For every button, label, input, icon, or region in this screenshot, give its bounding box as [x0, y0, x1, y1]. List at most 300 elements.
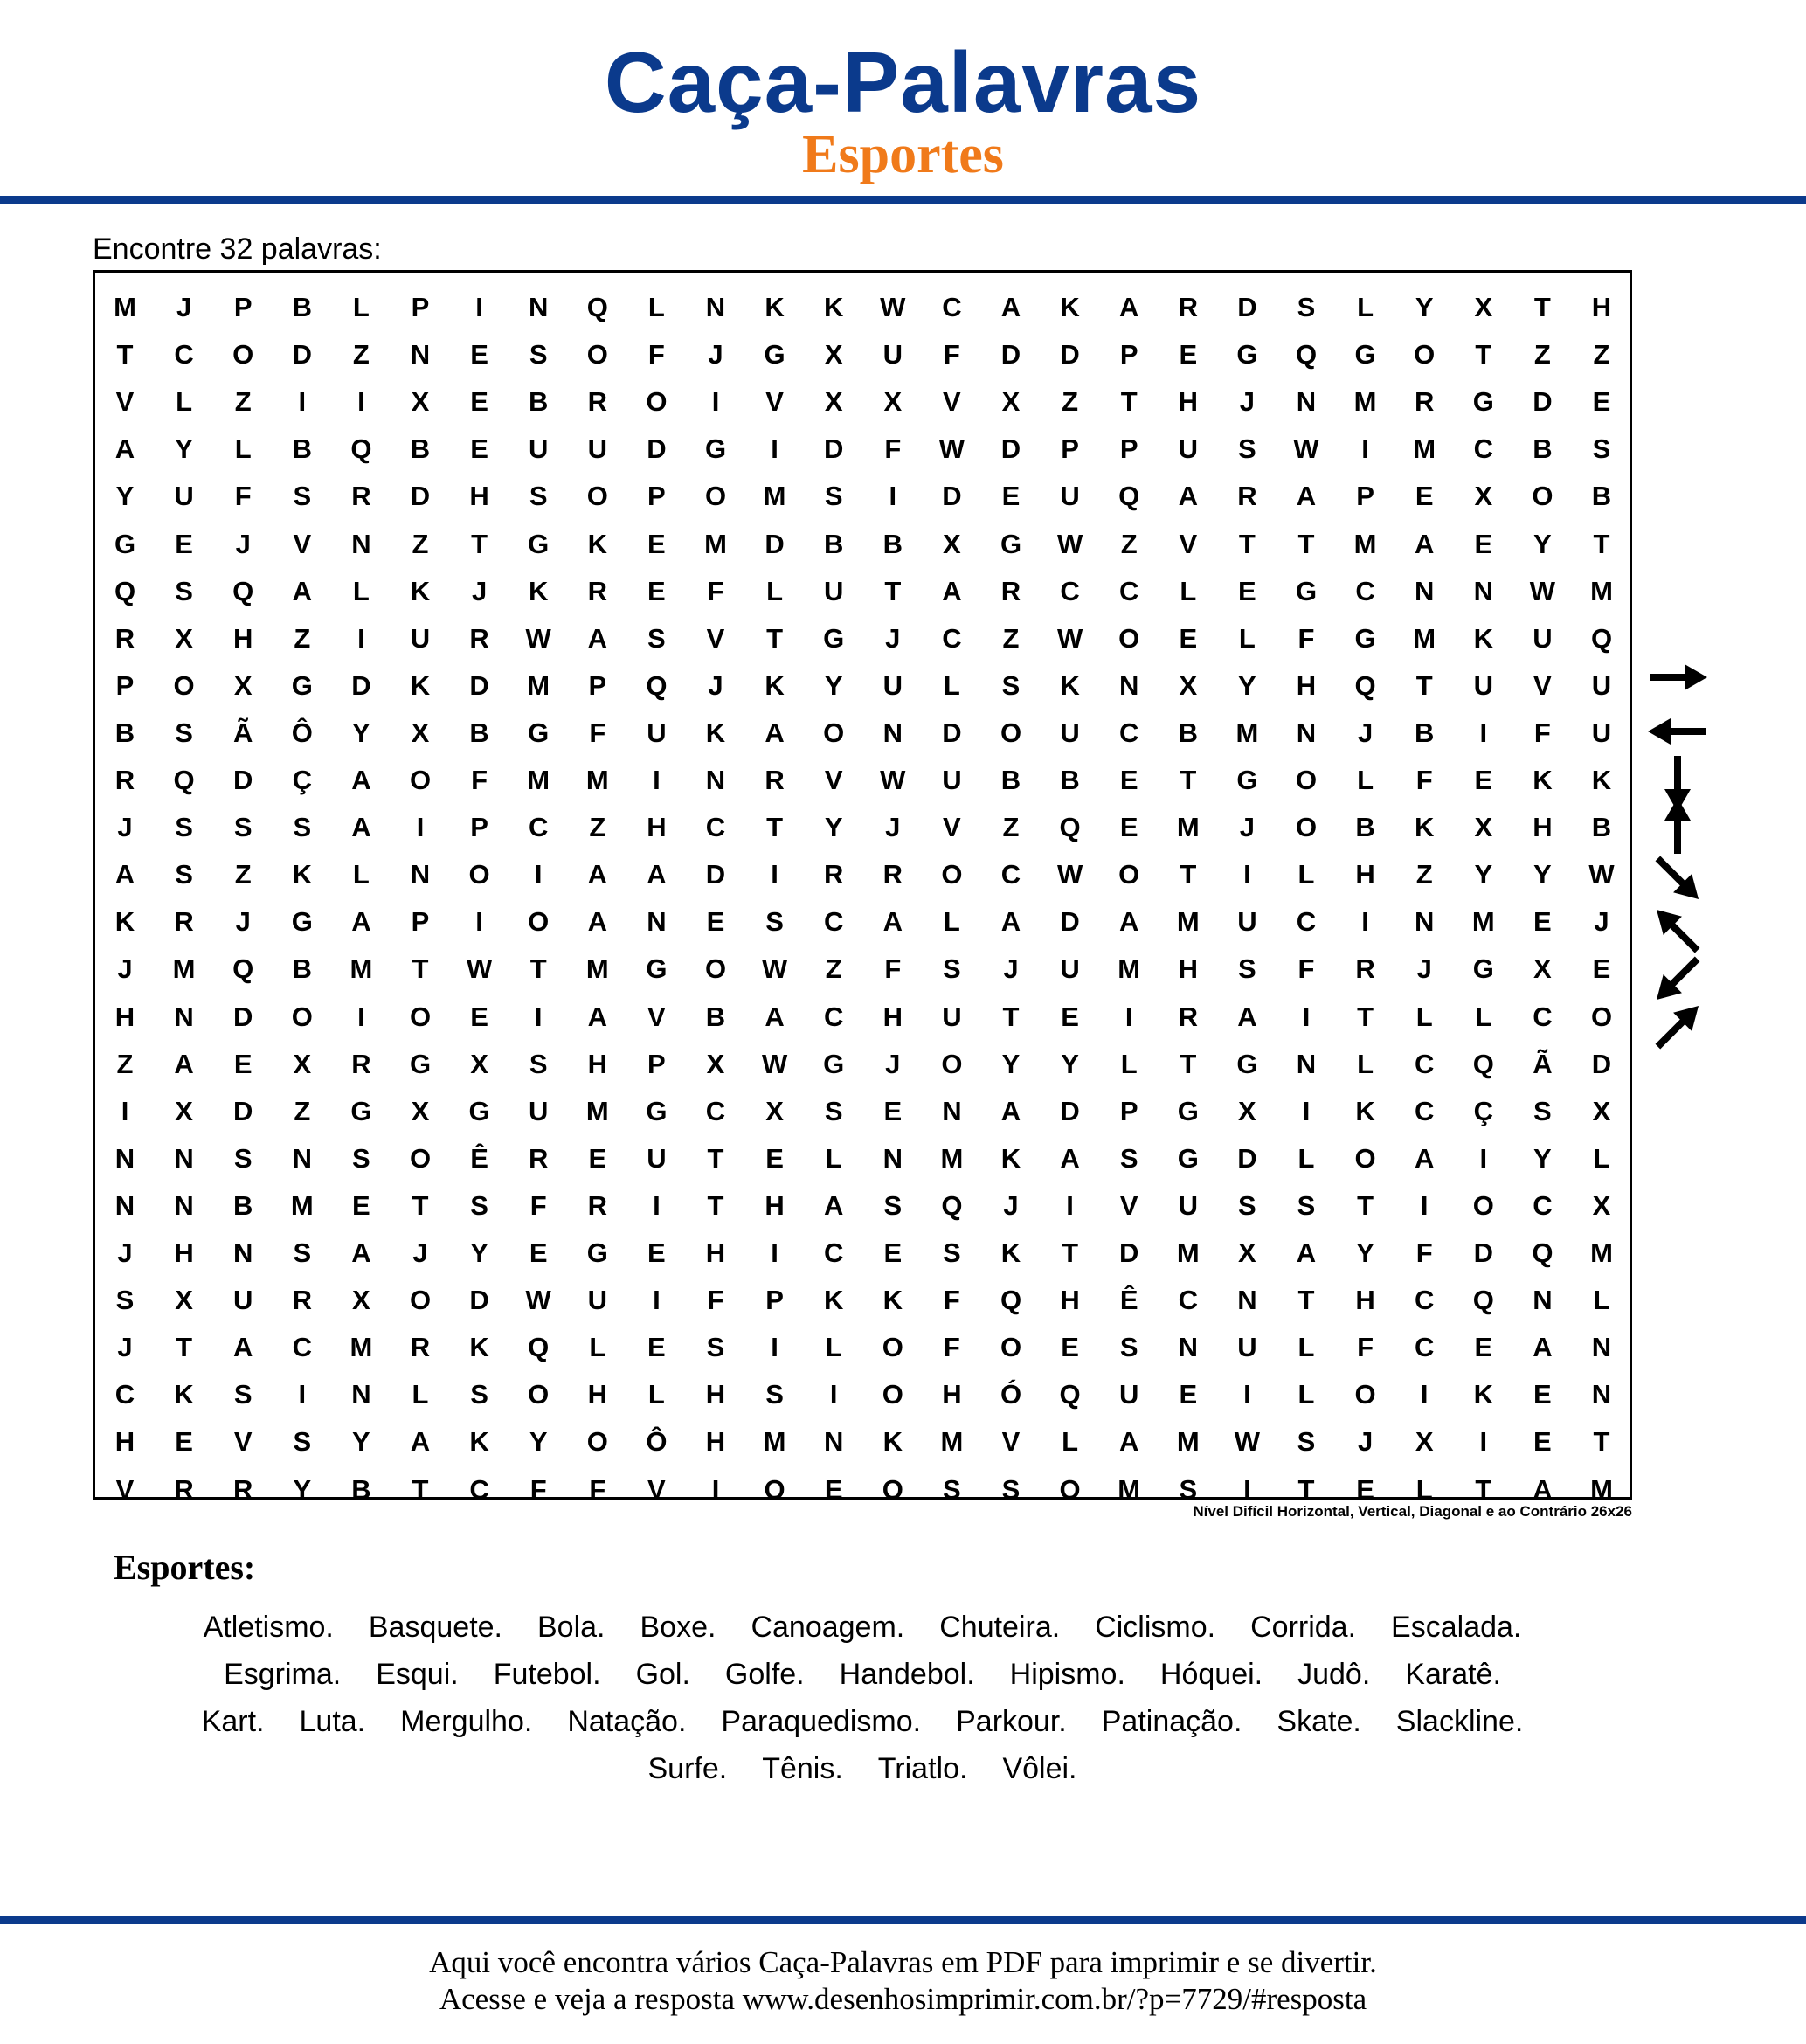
grid-letter: D	[1237, 292, 1257, 322]
grid-letter: M	[172, 953, 196, 985]
grid-letter: U	[882, 669, 903, 701]
word-list-item: Parkour.	[956, 1705, 1067, 1738]
grid-letter: R	[765, 765, 785, 795]
grid-letter: C	[1414, 1095, 1435, 1126]
grid-letter: D	[232, 1001, 253, 1032]
grid-letter: Y	[1238, 669, 1256, 701]
grid-letter: G	[1236, 1048, 1258, 1079]
grid-letter: C	[528, 812, 549, 843]
grid-letter: H	[1533, 812, 1553, 843]
grid-letter: W	[880, 765, 906, 795]
grid-letter: I	[653, 1285, 661, 1316]
grid-letter: Q	[646, 669, 668, 701]
grid-letter: U	[1178, 1189, 1198, 1221]
grid-letter: M	[1471, 906, 1495, 938]
grid-letter: E	[588, 1142, 607, 1174]
grid-letter: T	[1357, 1189, 1374, 1221]
grid-letter: X	[233, 669, 253, 701]
grid-letter: A	[1178, 481, 1198, 512]
grid-letter: Ó	[1000, 1379, 1022, 1410]
grid-letter: I	[357, 1001, 365, 1032]
arrow-up-left-icon	[1643, 904, 1713, 957]
grid-letter: M	[585, 1095, 609, 1126]
arrow-down-left-icon	[1643, 953, 1713, 1005]
grid-letter: L	[943, 906, 960, 938]
grid-letter: S	[175, 575, 193, 606]
grid-letter: L	[1120, 1048, 1138, 1079]
grid-letter: G	[291, 669, 313, 701]
grid-letter: T	[707, 1189, 724, 1221]
grid-letter: D	[232, 1095, 253, 1126]
grid-letter: D	[1060, 1095, 1080, 1126]
grid-letter: H	[647, 812, 667, 843]
grid-letter: B	[1591, 812, 1612, 843]
grid-letter: R	[587, 575, 607, 606]
grid-letter: X	[824, 386, 843, 418]
grid-letter: O	[528, 1379, 550, 1410]
grid-letter: D	[351, 669, 371, 701]
grid-letter: L	[1593, 1285, 1610, 1316]
grid-letter: M	[1413, 622, 1436, 654]
grid-letter: Q	[173, 765, 195, 795]
grid-letter: H	[705, 1379, 726, 1410]
grid-letter: S	[1001, 1473, 1021, 1505]
grid-letter: J	[1003, 1189, 1019, 1221]
grid-letter: X	[1592, 1189, 1611, 1221]
grid-letter: U	[1237, 1332, 1257, 1363]
grid-letter: U	[823, 575, 844, 606]
grid-letter: C	[1118, 575, 1139, 606]
grid-letter: S	[175, 859, 193, 890]
word-list-item: Tênis.	[762, 1752, 843, 1785]
grid-letter: N	[705, 765, 726, 795]
grid-letter: V	[706, 622, 725, 654]
grid-letter: M	[1176, 1426, 1200, 1458]
grid-letter: S	[647, 622, 666, 654]
grid-letter: P	[1119, 433, 1138, 465]
grid-letter: B	[469, 717, 489, 748]
grid-letter: H	[705, 1426, 726, 1458]
grid-letter: O	[1414, 339, 1436, 371]
grid-letter: U	[587, 433, 607, 465]
grid-letter: D	[410, 481, 431, 512]
grid-letter: D	[823, 433, 844, 465]
grid-letter: H	[1591, 292, 1612, 322]
grid-letter: M	[940, 1426, 964, 1458]
grid-letter: E	[647, 575, 666, 606]
grid-letter: E	[470, 339, 488, 371]
grid-letter: C	[1414, 1048, 1435, 1079]
grid-letter: Z	[825, 953, 842, 985]
grid-letter: H	[114, 1426, 135, 1458]
grid-letter: S	[1592, 433, 1611, 465]
grid-letter: Y	[824, 669, 843, 701]
grid-letter: A	[351, 812, 371, 843]
grid-letter: U	[1178, 433, 1198, 465]
word-list-line	[93, 1705, 1632, 1739]
grid-letter: X	[1238, 1095, 1256, 1126]
grid-row	[95, 898, 1630, 946]
grid-letter: I	[534, 859, 543, 890]
grid-letter: X	[470, 1048, 488, 1079]
grid-letter: P	[588, 669, 607, 701]
grid-letter: D	[469, 669, 489, 701]
grid-row	[95, 1182, 1630, 1230]
grid-letter: E	[233, 1048, 253, 1079]
grid-letter: W	[761, 953, 788, 985]
grid-letter: R	[292, 1285, 312, 1316]
grid-letter: O	[1295, 765, 1318, 795]
grid-letter: M	[1590, 1237, 1613, 1268]
grid-letter: R	[232, 1473, 253, 1505]
grid-row	[95, 331, 1630, 378]
grid-letter: E	[1474, 1332, 1493, 1363]
grid-letter: V	[1001, 1426, 1021, 1458]
grid-letter: L	[1062, 1426, 1079, 1458]
grid-letter: N	[1591, 1379, 1612, 1410]
grid-letter: G	[1354, 622, 1376, 654]
grid-letter: S	[943, 1473, 961, 1505]
grid-letter: L	[1593, 1142, 1610, 1174]
grid-letter: K	[765, 292, 785, 322]
grid-letter: E	[175, 528, 193, 559]
grid-letter: Q	[232, 575, 254, 606]
grid-letter: B	[292, 292, 312, 322]
grid-letter: C	[942, 292, 962, 322]
grid-letter: A	[942, 575, 962, 606]
grid-letter: L	[766, 575, 784, 606]
grid-letter: V	[233, 1426, 253, 1458]
grid-row	[95, 378, 1630, 426]
grid-letter: K	[823, 292, 844, 322]
grid-letter: J	[117, 812, 133, 843]
grid-letter: O	[1118, 859, 1140, 890]
grid-letter: G	[586, 1237, 608, 1268]
grid-row	[95, 710, 1630, 757]
grid-letter: M	[763, 481, 786, 512]
grid-letter: D	[1060, 339, 1080, 371]
grid-letter: K	[882, 1285, 903, 1316]
grid-letter: A	[765, 717, 785, 748]
grid-letter: F	[1297, 622, 1315, 654]
grid-letter: O	[704, 481, 727, 512]
grid-letter: H	[882, 1001, 903, 1032]
grid-letter: H	[1178, 386, 1198, 418]
grid-letter: Y	[1533, 1142, 1552, 1174]
grid-letter: F	[529, 1189, 547, 1221]
grid-letter: T	[1475, 1473, 1492, 1505]
grid-letter: F	[943, 1285, 960, 1316]
grid-letter: T	[1475, 339, 1492, 371]
grid-letter: K	[528, 575, 549, 606]
grid-letter: Ê	[1119, 1285, 1138, 1316]
grid-letter: K	[765, 669, 785, 701]
grid-letter: T	[412, 953, 429, 985]
grid-letter: H	[114, 1001, 135, 1032]
grid-letter: F	[1533, 717, 1551, 748]
grid-letter: H	[174, 1237, 194, 1268]
grid-letter: K	[1414, 812, 1435, 843]
grid-letter: J	[885, 812, 901, 843]
grid-letter: I	[416, 812, 425, 843]
grid-letter: N	[528, 292, 549, 322]
grid-letter: V	[824, 765, 843, 795]
grid-letter: K	[410, 669, 431, 701]
grid-letter: S	[765, 906, 784, 938]
grid-letter: U	[942, 765, 962, 795]
grid-row	[95, 473, 1630, 520]
grid-letter: B	[882, 528, 903, 559]
word-list-item: Futebol.	[493, 1658, 601, 1691]
grid-letter: D	[942, 481, 962, 512]
grid-letter: V	[647, 1001, 666, 1032]
grid-letter: M	[1353, 528, 1377, 559]
grid-letter: G	[1236, 339, 1258, 371]
grid-letter: U	[1060, 717, 1080, 748]
grid-row	[95, 1135, 1630, 1182]
grid-letter: S	[1179, 1473, 1198, 1505]
grid-letter: A	[765, 1001, 785, 1032]
grid-letter: Q	[586, 292, 608, 322]
grid-letter: Y	[1533, 859, 1552, 890]
grid-letter: L	[176, 386, 193, 418]
grid-letter: Ç	[1473, 1095, 1493, 1126]
grid-letter: K	[1355, 1095, 1375, 1126]
grid-letter: I	[711, 386, 720, 418]
word-list-item: Patinação.	[1101, 1705, 1242, 1738]
grid-letter: E	[352, 1189, 370, 1221]
grid-letter: O	[1295, 812, 1318, 843]
grid-letter: N	[351, 528, 371, 559]
grid-letter: Q	[1059, 1379, 1081, 1410]
grid-letter: Ô	[646, 1426, 668, 1458]
grid-letter: J	[1416, 953, 1432, 985]
grid-letter: G	[468, 1095, 490, 1126]
grid-letter: C	[1473, 433, 1493, 465]
top-divider	[0, 196, 1806, 204]
grid-letter: R	[351, 1048, 371, 1079]
grid-letter: T	[1593, 1426, 1610, 1458]
word-list-item: Bola.	[537, 1611, 605, 1644]
grid-letter: P	[1061, 433, 1079, 465]
grid-letter: Y	[824, 812, 843, 843]
grid-letter: G	[646, 953, 668, 985]
grid-letter: S	[1297, 1189, 1316, 1221]
grid-letter: S	[1001, 669, 1021, 701]
grid-letter: I	[357, 622, 365, 654]
grid-letter: J	[471, 575, 488, 606]
grid-letter: W	[1056, 622, 1083, 654]
grid-letter: N	[174, 1189, 194, 1221]
grid-letter: W	[938, 433, 965, 465]
grid-letter: N	[174, 1142, 194, 1174]
grid-letter: V	[1179, 528, 1198, 559]
grid-letter: S	[233, 812, 253, 843]
grid-letter: O	[1000, 717, 1022, 748]
grid-letter: X	[1474, 292, 1493, 322]
grid-letter: S	[943, 953, 961, 985]
grid-letter: X	[883, 386, 903, 418]
grid-letter: R	[174, 906, 194, 938]
grid-letter: U	[1118, 1379, 1139, 1410]
grid-letter: K	[469, 1426, 489, 1458]
grid-letter: J	[235, 528, 251, 559]
grid-letter: T	[412, 1189, 429, 1221]
grid-letter: N	[174, 1001, 194, 1032]
arrow-right-icon	[1643, 651, 1713, 703]
grid-letter: R	[1237, 481, 1257, 512]
grid-letter: U	[587, 1285, 607, 1316]
grid-letter: C	[1533, 1189, 1553, 1221]
grid-letter: A	[1118, 906, 1139, 938]
word-list-item: Esgrima.	[224, 1658, 342, 1691]
grid-letter: D	[647, 433, 667, 465]
grid-letter: D	[1000, 339, 1021, 371]
grid-letter: C	[823, 1237, 844, 1268]
grid-letter: Ô	[291, 717, 313, 748]
grid-letter: W	[761, 1048, 788, 1079]
grid-row	[95, 615, 1630, 662]
page-subtitle: Esportes	[802, 125, 1004, 184]
grid-letter: O	[528, 906, 550, 938]
grid-letter: Y	[1001, 1048, 1021, 1079]
grid-letter: Y	[352, 717, 370, 748]
grid-letter: L	[412, 1379, 429, 1410]
footer-line-1: Aqui você encontra vários Caça-Palavras em PDF para imprimir e se divertir.	[429, 1945, 1377, 1979]
grid-letter: Y	[1356, 1237, 1374, 1268]
grid-letter: X	[411, 717, 430, 748]
grid-letter: O	[823, 717, 845, 748]
grid-letter: E	[1061, 1001, 1079, 1032]
grid-letter: X	[1592, 1095, 1611, 1126]
grid-letter: I	[1479, 717, 1488, 748]
grid-letter: Z	[294, 622, 311, 654]
grid-letter: B	[232, 1189, 253, 1221]
grid-letter: S	[175, 812, 193, 843]
grid-letter: K	[1473, 622, 1493, 654]
grid-letter: I	[298, 386, 307, 418]
grid-letter: H	[587, 1379, 607, 1410]
grid-letter: O	[1532, 481, 1553, 512]
grid-letter: S	[1119, 1332, 1138, 1363]
grid-letter: T	[1357, 1001, 1374, 1032]
grid-letter: C	[942, 622, 962, 654]
grid-letter: F	[884, 953, 902, 985]
grid-letter: H	[587, 1048, 607, 1079]
grid-letter: E	[647, 1332, 666, 1363]
word-list-item: Vôlei.	[1002, 1752, 1077, 1785]
grid-row	[95, 757, 1630, 804]
grid-letter: P	[1119, 339, 1138, 371]
grid-letter: T	[529, 953, 547, 985]
grid-row	[95, 521, 1630, 568]
grid-letter: R	[587, 386, 607, 418]
grid-letter: E	[1061, 1332, 1079, 1363]
grid-letter: X	[175, 1095, 193, 1126]
grid-letter: O	[468, 859, 490, 890]
grid-letter: C	[1414, 1285, 1435, 1316]
arrow-down-right-icon	[1643, 852, 1713, 904]
grid-letter: L	[1475, 1001, 1492, 1032]
grid-letter: E	[1592, 953, 1611, 985]
grid-letter: J	[1239, 812, 1256, 843]
grid-letter: L	[234, 433, 252, 465]
grid-letter: O	[882, 1473, 903, 1505]
grid-letter: O	[704, 953, 727, 985]
grid-letter: Ã	[1533, 1048, 1553, 1079]
grid-letter: Z	[1002, 812, 1020, 843]
grid-letter: M	[1353, 386, 1377, 418]
grid-letter: Z	[234, 859, 252, 890]
grid-letter: T	[1297, 528, 1315, 559]
grid-letter: V	[115, 386, 135, 418]
grid-letter: C	[823, 906, 844, 938]
grid-letter: L	[1238, 622, 1256, 654]
grid-letter: J	[708, 339, 723, 371]
grid-letter: K	[1060, 292, 1080, 322]
grid-row	[95, 946, 1630, 993]
grid-letter: M	[1118, 953, 1141, 985]
grid-letter: Q	[1059, 812, 1081, 843]
grid-letter: H	[1178, 953, 1198, 985]
grid-letter: J	[176, 292, 192, 322]
word-list-line	[93, 1611, 1632, 1645]
grid-letter: T	[1533, 292, 1551, 322]
grid-letter: U	[882, 339, 903, 371]
grid-letter: K	[882, 1426, 903, 1458]
word-list-item: Natação.	[567, 1705, 687, 1738]
grid-letter: L	[352, 859, 370, 890]
grid-letter: F	[234, 481, 252, 512]
grid-letter: Y	[293, 1473, 312, 1505]
grid-letter: L	[1180, 575, 1197, 606]
grid-letter: W	[525, 622, 551, 654]
grid-letter: U	[528, 433, 549, 465]
grid-letter: O	[409, 1285, 432, 1316]
grid-letter: B	[528, 386, 549, 418]
grid-letter: K	[587, 528, 607, 559]
grid-letter: S	[233, 1379, 253, 1410]
word-list-line	[93, 1752, 1632, 1786]
grid-letter: B	[705, 1001, 726, 1032]
grid-letter: J	[235, 906, 251, 938]
grid-letter: K	[823, 1285, 844, 1316]
grid-letter: A	[1118, 1426, 1139, 1458]
grid-letter: L	[825, 1142, 842, 1174]
grid-letter: N	[882, 1142, 903, 1174]
grid-letter: U	[1237, 906, 1257, 938]
grid-letter: A	[647, 859, 667, 890]
grid-letter: R	[351, 481, 371, 512]
grid-letter: T	[1297, 1285, 1315, 1316]
grid-letter: X	[411, 386, 430, 418]
level-note: Nível Difícil Horizontal, Vertical, Diagonal e ao Contrário 26x26	[1193, 1503, 1632, 1520]
grid-row	[95, 1418, 1630, 1465]
grid-letter: T	[176, 1332, 193, 1363]
grid-letter: G	[1295, 575, 1318, 606]
grid-letter: K	[292, 859, 312, 890]
grid-letter: W	[1234, 1426, 1261, 1458]
arrow-down-icon	[1643, 756, 1713, 808]
grid-letter: C	[705, 812, 726, 843]
grid-letter: V	[943, 386, 961, 418]
grid-letter: C	[1355, 575, 1375, 606]
word-list-item: Gol.	[635, 1658, 690, 1691]
grid-letter: A	[410, 1426, 431, 1458]
grid-letter: Q	[528, 1332, 550, 1363]
grid-letter: N	[1237, 1285, 1257, 1316]
grid-letter: G	[823, 622, 845, 654]
